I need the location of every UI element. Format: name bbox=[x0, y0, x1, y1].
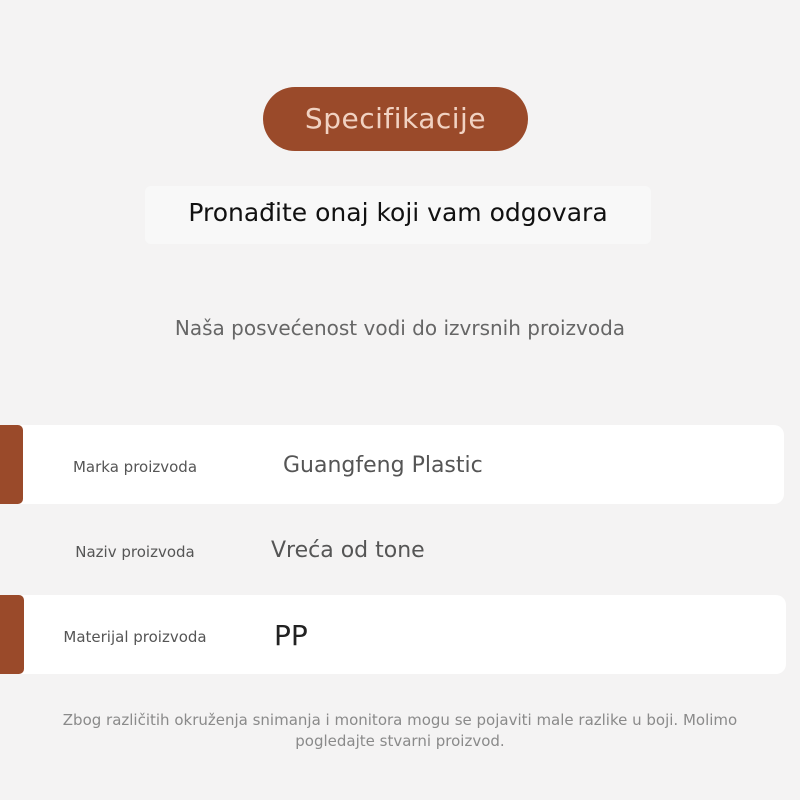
spec-label-brand: Marka proizvoda bbox=[72, 458, 198, 476]
page-subheadline: Naša posvećenost vodi do izvrsnih proizvoda bbox=[174, 316, 626, 340]
spec-label-name: Naziv proizvoda bbox=[75, 543, 195, 561]
spec-value-brand: Guangfeng Plastic bbox=[283, 453, 483, 478]
spec-value-material: PP bbox=[274, 619, 308, 652]
color-disclaimer: Zbog različitih okruženja snimanja i monitora mogu se pojaviti male razlike u boji. Molimo pogledajte stvarni proizvod. bbox=[62, 711, 738, 750]
specifications-badge: Specifikacije bbox=[263, 87, 528, 151]
spec-row-name bbox=[0, 511, 784, 590]
spec-label-material: Materijal proizvoda bbox=[63, 628, 207, 646]
spec-value-name: Vreća od tone bbox=[271, 538, 425, 563]
page-headline: Pronađite onaj koji vam odgovara bbox=[145, 186, 651, 244]
spec-row-accent bbox=[0, 425, 23, 504]
spec-row-accent bbox=[0, 595, 24, 674]
spec-row-material bbox=[0, 595, 786, 674]
spec-row-brand bbox=[0, 425, 784, 504]
